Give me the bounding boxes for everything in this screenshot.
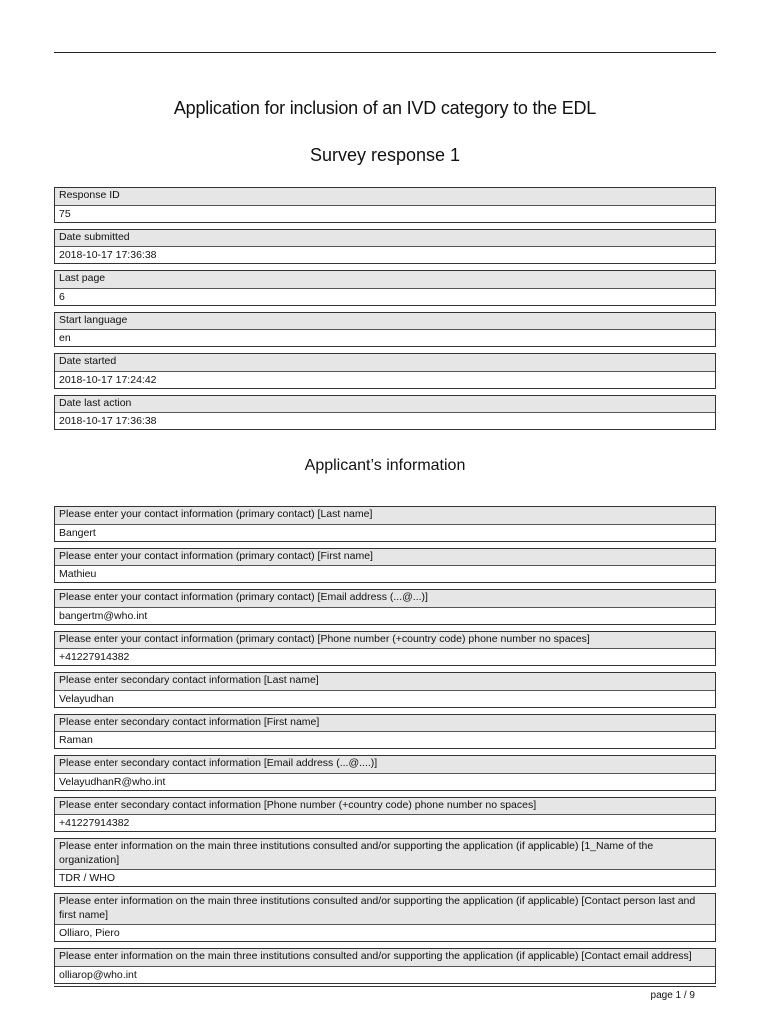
field-date-last-action bbox=[54, 395, 716, 431]
field-label: Please enter secondary contact information [Phone number (+country code) phone number no spaces] bbox=[55, 798, 715, 816]
field-primary-first-name bbox=[54, 548, 716, 584]
field-secondary-first-name bbox=[54, 714, 716, 750]
section-title: Applicant’s information bbox=[304, 457, 466, 474]
field-value: Velayudhan bbox=[55, 691, 715, 707]
field-value: +41227914382 bbox=[55, 649, 715, 665]
field-secondary-email bbox=[54, 755, 716, 791]
field-label: Please enter secondary contact information [Email address (...@....)] bbox=[55, 756, 715, 774]
field-label: Please enter secondary contact information [First name] bbox=[55, 715, 715, 733]
field-primary-phone bbox=[54, 631, 716, 667]
response-metadata bbox=[54, 187, 716, 436]
document-title: Application for inclusion of an IVD category to the EDL bbox=[173, 98, 597, 118]
field-label: Please enter your contact information (primary contact) [Email address (...@...)] bbox=[55, 590, 715, 608]
field-label: Please enter your contact information (primary contact) [Phone number (+country code) phone number no spaces] bbox=[55, 632, 715, 650]
field-date-submitted bbox=[54, 229, 716, 265]
page-number: page 1 / 9 bbox=[650, 990, 695, 1001]
field-value: 6 bbox=[55, 289, 715, 305]
field-primary-email bbox=[54, 589, 716, 625]
field-value: en bbox=[55, 330, 715, 346]
field-label: Last page bbox=[55, 271, 715, 289]
field-institution-name bbox=[54, 838, 716, 887]
field-label: Please enter information on the main three institutions consulted and/or supporting the application (if applicable) [Contact email address] bbox=[55, 949, 715, 967]
field-value: Olliaro, Piero bbox=[55, 925, 715, 941]
field-label: Please enter secondary contact information [Last name] bbox=[55, 673, 715, 691]
field-label: Please enter information on the main three institutions consulted and/or supporting the application (if applicable) [1_Name of the organization] bbox=[55, 839, 715, 870]
field-secondary-last-name bbox=[54, 672, 716, 708]
field-value: VelayudhanR@who.int bbox=[55, 774, 715, 790]
field-label: Please enter your contact information (primary contact) [Last name] bbox=[55, 507, 715, 525]
field-value: 2018-10-17 17:36:38 bbox=[55, 413, 715, 429]
field-value: +41227914382 bbox=[55, 815, 715, 831]
field-label: Start language bbox=[55, 313, 715, 331]
field-value: TDR / WHO bbox=[55, 870, 715, 886]
field-institution-contact-person bbox=[54, 893, 716, 942]
field-institution-contact-email bbox=[54, 948, 716, 984]
field-last-page bbox=[54, 270, 716, 306]
field-value: Bangert bbox=[55, 525, 715, 541]
field-value: Raman bbox=[55, 732, 715, 748]
field-secondary-phone bbox=[54, 797, 716, 833]
field-value: 75 bbox=[55, 206, 715, 222]
field-value: Mathieu bbox=[55, 566, 715, 582]
footer-rule bbox=[54, 986, 716, 987]
field-value: olliarop@who.int bbox=[55, 967, 715, 983]
field-label: Date submitted bbox=[55, 230, 715, 248]
field-label: Date last action bbox=[55, 396, 715, 414]
field-label: Date started bbox=[55, 354, 715, 372]
field-label: Please enter information on the main three institutions consulted and/or supporting the application (if applicable) [Contact person last and first name] bbox=[55, 894, 715, 925]
field-label: Please enter your contact information (primary contact) [First name] bbox=[55, 549, 715, 567]
field-value: bangertm@who.int bbox=[55, 608, 715, 624]
survey-response-title: Survey response 1 bbox=[309, 145, 461, 165]
field-label: Response ID bbox=[55, 188, 715, 206]
field-start-language bbox=[54, 312, 716, 348]
header-rule bbox=[54, 52, 716, 53]
field-primary-last-name bbox=[54, 506, 716, 542]
field-value: 2018-10-17 17:24:42 bbox=[55, 372, 715, 388]
field-response-id bbox=[54, 187, 716, 223]
applicant-information bbox=[54, 506, 716, 990]
field-date-started bbox=[54, 353, 716, 389]
field-value: 2018-10-17 17:36:38 bbox=[55, 247, 715, 263]
